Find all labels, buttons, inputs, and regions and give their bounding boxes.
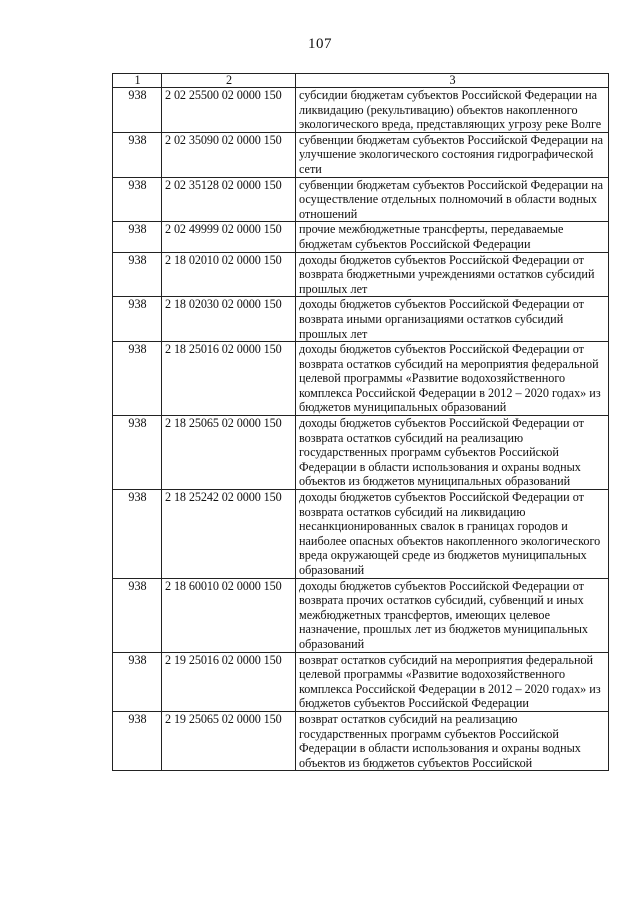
description-cell: субсидии бюджетам субъектов Российской Федерации на ликвидацию (рекультивацию) объектов накопленного экологического вреда, представляющих угрозу реке Волге <box>296 88 609 133</box>
table-row <box>113 132 609 177</box>
column-header-3: 3 <box>296 74 609 88</box>
column-header-2: 2 <box>162 74 296 88</box>
table-row <box>113 578 609 652</box>
table-row <box>113 416 609 490</box>
admin-code-cell: 938 <box>113 88 162 133</box>
revenue-code-cell: 2 18 02010 02 0000 150 <box>162 252 296 297</box>
admin-code-cell: 938 <box>113 252 162 297</box>
admin-code-cell: 938 <box>113 222 162 252</box>
description-cell: доходы бюджетов субъектов Российской Федерации от возврата бюджетными учреждениями остатков субсидий прошлых лет <box>296 252 609 297</box>
revenue-code-cell: 2 18 25016 02 0000 150 <box>162 342 296 416</box>
table-row <box>113 177 609 222</box>
revenue-code-cell: 2 02 35128 02 0000 150 <box>162 177 296 222</box>
description-cell: доходы бюджетов субъектов Российской Федерации от возврата прочих остатков субсидий, субвенций и иных межбюджетных трансфертов, имеющих целевое назначение, прошлых лет из бюджетов муниципальных образований <box>296 578 609 652</box>
revenue-code-cell: 2 19 25016 02 0000 150 <box>162 652 296 711</box>
page-number: 107 <box>308 36 332 52</box>
revenue-code-cell: 2 18 25242 02 0000 150 <box>162 490 296 579</box>
revenue-code-cell: 2 18 25065 02 0000 150 <box>162 416 296 490</box>
admin-code-cell: 938 <box>113 177 162 222</box>
table-row <box>113 652 609 711</box>
table-row <box>113 342 609 416</box>
admin-code-cell: 938 <box>113 342 162 416</box>
description-cell: доходы бюджетов субъектов Российской Федерации от возврата остатков субсидий на реализацию государственных программ субъектов Российской Федерации в области использования и охраны водных объектов из бюджетов муниципальных образований <box>296 416 609 490</box>
revenue-codes-table <box>112 73 609 771</box>
admin-code-cell: 938 <box>113 416 162 490</box>
table-row <box>113 252 609 297</box>
table-row <box>113 222 609 252</box>
revenue-code-cell: 2 02 25500 02 0000 150 <box>162 88 296 133</box>
description-cell: доходы бюджетов субъектов Российской Федерации от возврата остатков субсидий на мероприятия федеральной целевой программы «Развитие водохозяйственного комплекса Российской Федерации в 2012 – 2020 годах» из бюджетов муниципальных образований <box>296 342 609 416</box>
description-cell: возврат остатков субсидий на мероприятия федеральной целевой программы «Развитие водохозяйственного комплекса Российской Федерации в 2012 – 2020 годах» из бюджетов субъектов Российской Федерации <box>296 652 609 711</box>
admin-code-cell: 938 <box>113 490 162 579</box>
description-cell: прочие межбюджетные трансферты, передаваемые бюджетам субъектов Российской Федерации <box>296 222 609 252</box>
revenue-code-cell: 2 02 49999 02 0000 150 <box>162 222 296 252</box>
admin-code-cell: 938 <box>113 297 162 342</box>
table-row <box>113 297 609 342</box>
description-cell: субвенции бюджетам субъектов Российской Федерации на осуществление отдельных полномочий в области водных отношений <box>296 177 609 222</box>
admin-code-cell: 938 <box>113 132 162 177</box>
revenue-code-cell: 2 19 25065 02 0000 150 <box>162 711 296 770</box>
column-header-1: 1 <box>113 74 162 88</box>
description-cell: доходы бюджетов субъектов Российской Федерации от возврата остатков субсидий на ликвидацию несанкционированных свалок в границах городов и наиболее опасных объектов накопленного экологического вреда окружающей среде из бюджетов муниципальных образований <box>296 490 609 579</box>
revenue-code-cell: 2 18 02030 02 0000 150 <box>162 297 296 342</box>
description-cell: доходы бюджетов субъектов Российской Федерации от возврата иными организациями остатков субсидий прошлых лет <box>296 297 609 342</box>
revenue-code-cell: 2 18 60010 02 0000 150 <box>162 578 296 652</box>
table-row <box>113 711 609 770</box>
description-cell: субвенции бюджетам субъектов Российской Федерации на улучшение экологического состояния гидрографической сети <box>296 132 609 177</box>
admin-code-cell: 938 <box>113 711 162 770</box>
table-header-row <box>113 74 609 88</box>
admin-code-cell: 938 <box>113 652 162 711</box>
admin-code-cell: 938 <box>113 578 162 652</box>
table-row <box>113 490 609 579</box>
table-row <box>113 88 609 133</box>
revenue-code-cell: 2 02 35090 02 0000 150 <box>162 132 296 177</box>
description-cell: возврат остатков субсидий на реализацию государственных программ субъектов Российской Федерации в области использования и охраны водных объектов из бюджетов субъектов Российской <box>296 711 609 770</box>
